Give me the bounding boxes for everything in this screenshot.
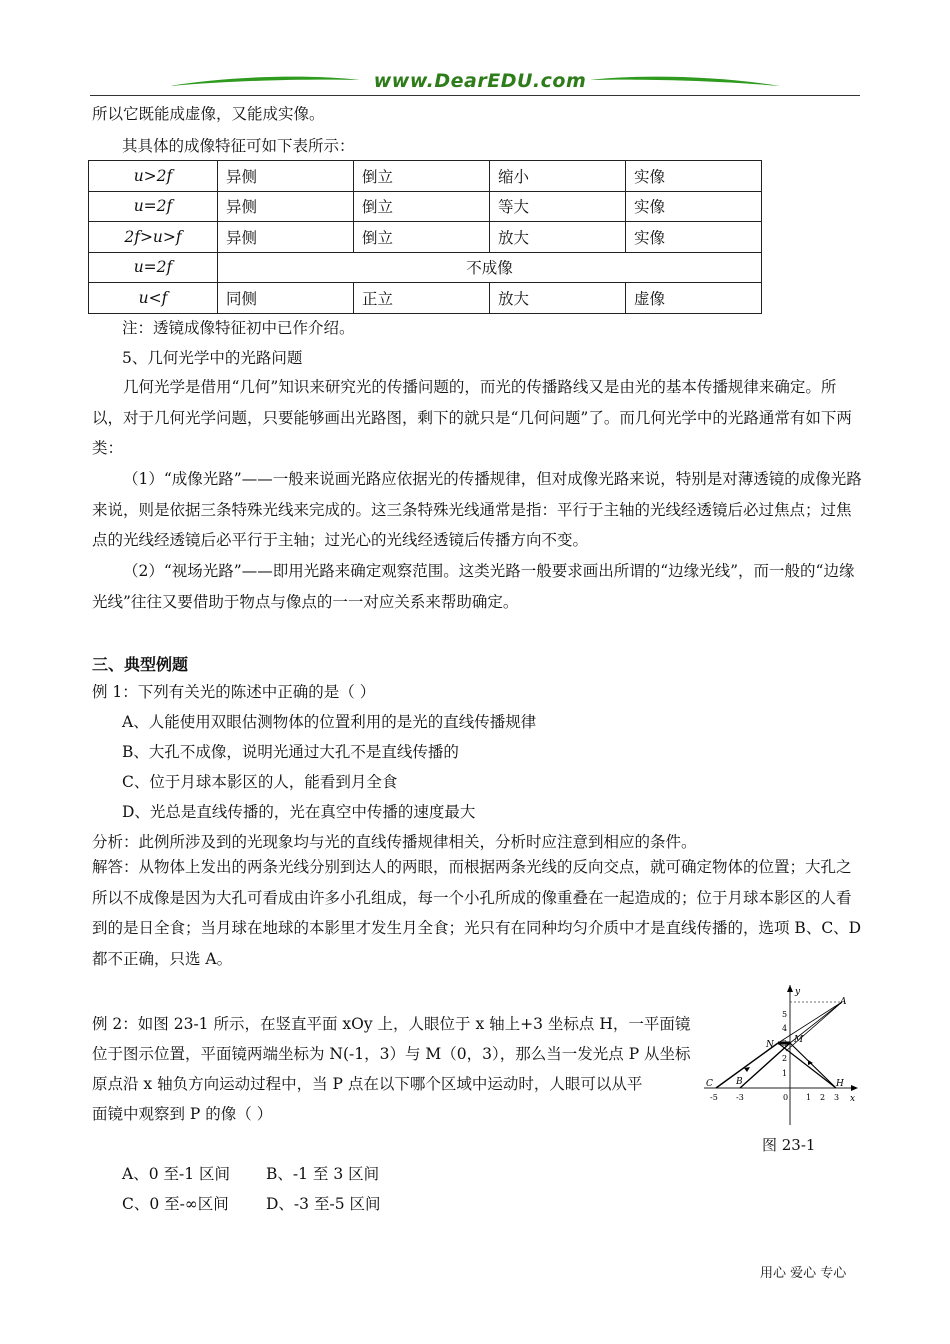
- label-x: x: [850, 1094, 856, 1104]
- table-cell: 倒立: [354, 161, 490, 192]
- right-swoosh-icon: [590, 74, 780, 88]
- tick-x: 2: [820, 1093, 826, 1102]
- tick-y: 2: [782, 1054, 788, 1063]
- label-y: y: [795, 987, 801, 997]
- table-note: 注：透镜成像特征初中已作介绍。: [122, 319, 355, 337]
- label-c: C: [706, 1079, 713, 1089]
- ray-n-a: [778, 1002, 842, 1043]
- table-cell: 实像: [626, 222, 762, 253]
- ray-n-h: [778, 1043, 836, 1088]
- table-cell: 正立: [354, 283, 490, 314]
- table-cell: 2f>u>f: [89, 222, 218, 253]
- tick-x: -5: [710, 1093, 718, 1102]
- table-row: [89, 222, 762, 253]
- label-origin: 0: [783, 1093, 789, 1102]
- example1-option-c: C、位于月球本影区的人，能看到月全食: [122, 773, 398, 791]
- section3-title: 三、典型例题: [92, 655, 189, 674]
- example1-analysis: 分析：此例所涉及到的光现象均与光的直线传播规律相关，分析时应注意到相应的条件。: [92, 833, 697, 851]
- label-h: H: [836, 1079, 844, 1089]
- table-cell: 异侧: [218, 191, 354, 222]
- table-cell: u=2f: [89, 191, 218, 222]
- tick-y: 3: [782, 1039, 788, 1048]
- label-b: B: [736, 1077, 743, 1087]
- table-row: [89, 283, 762, 314]
- table-cell: 放大: [490, 283, 626, 314]
- page-footer: 用心 爱心 专心: [760, 1266, 847, 1281]
- table-row: [89, 191, 762, 222]
- label-a: A: [840, 997, 847, 1007]
- table-cell: u=2f: [89, 252, 218, 283]
- table-cell: 异侧: [218, 222, 354, 253]
- table-cell: 实像: [626, 191, 762, 222]
- section5-para-3: （2）“视场光路”——即用光路来确定观察范围。这类光路一般要求画出所谓的“边缘光线”，而一般的“边缘光线”往往又要借助于物点与像点的一一对应关系来帮助确定。: [92, 562, 855, 611]
- figure-caption: 图 23-1: [762, 1136, 816, 1154]
- table-cell: 异侧: [218, 161, 354, 192]
- y-arrow-icon: [787, 985, 793, 992]
- tick-y: 5: [782, 1010, 788, 1019]
- tick-x: 1: [806, 1093, 812, 1102]
- example2-line-4: 面镜中观察到 P 的像（ ）: [92, 1105, 273, 1123]
- intro-line-1: 所以它既能成虚像，又能成实像。: [92, 105, 325, 123]
- table-cell: 倒立: [354, 222, 490, 253]
- table-cell: 同侧: [218, 283, 354, 314]
- example1-answer: 解答：从物体上发出的两条光线分别到达人的两眼，而根据两条光线的反向交点，就可确定物体的位置；大孔之所以不成像是因为大孔可看成由许多小孔组成，每一个小孔所成的像重叠在一起造成的；位于月球本影区的人看到的是日全食；当月球在地球的本影里才发生月全食；光只有在同种均匀介质中才是直线传播的，选项 B、C、D 都不正确，只选 A。: [92, 858, 862, 968]
- imaging-table: [88, 160, 762, 314]
- example2-option-d: D、-3 至-5 区间: [266, 1195, 381, 1213]
- example1-option-b: B、大孔不成像，说明光通过大孔不是直线传播的: [122, 743, 459, 761]
- page-header: [90, 68, 860, 98]
- label-n: N: [766, 1040, 774, 1050]
- figure-23-1: [700, 985, 860, 1135]
- table-row: [89, 252, 762, 283]
- table-cell: 虚像: [626, 283, 762, 314]
- tick-x: 3: [834, 1093, 840, 1102]
- tick-x: -3: [736, 1093, 744, 1102]
- table-cell: 实像: [626, 161, 762, 192]
- section5-para-1: 几何光学是借用“几何”知识来研究光的传播问题的，而光的传播路线又是由光的基本传播规律来确定。所以，对于几何光学问题，只要能够画出光路图，剩下的就只是“几何问题”了。而几何光学中的光路通常有如下两类：: [92, 378, 852, 457]
- x-arrow-icon: [851, 1085, 858, 1091]
- table-cell: u>2f: [89, 161, 218, 192]
- table-cell: 缩小: [490, 161, 626, 192]
- tick-y: 4: [782, 1024, 788, 1033]
- example2-option-a: A、0 至-1 区间: [122, 1165, 231, 1183]
- table-cell: u<f: [89, 283, 218, 314]
- tick-y: 1: [782, 1069, 788, 1078]
- ray-m-h: [790, 1043, 836, 1088]
- table-row: [89, 161, 762, 192]
- section5-title: 5、几何光学中的光路问题: [122, 349, 303, 367]
- example2-line-2: 位于图示位置，平面镜两端坐标为 N(-1，3）与 M（0，3），那么当一发光点 P 从坐标: [92, 1045, 691, 1063]
- table-cell: 等大: [490, 191, 626, 222]
- intro-line-2: 其具体的成像特征可如下表所示：: [122, 137, 355, 155]
- example1-option-a: A、人能使用双眼估测物体的位置利用的是光的直线传播规律: [122, 713, 537, 731]
- example2-line-1: 例 2：如图 23-1 所示，在竖直平面 xOy 上，人眼位于 x 轴上+3 坐标点 H，一平面镜: [92, 1015, 691, 1033]
- site-logo-text: www.DearEDU.com: [373, 70, 587, 92]
- example1-question: 例 1：下列有关光的陈述中正确的是（ ）: [92, 683, 376, 701]
- example2-option-c: C、0 至-∞区间: [122, 1195, 229, 1213]
- table-cell: 放大: [490, 222, 626, 253]
- example2-option-b: B、-1 至 3 区间: [266, 1165, 380, 1183]
- label-m: M: [794, 1035, 804, 1045]
- example2-line-3: 原点沿 x 轴负方向运动过程中，当 P 点在以下哪个区域中运动时，人眼可以从平: [92, 1075, 643, 1093]
- left-swoosh-icon: [170, 74, 360, 88]
- table-cell-merged: 不成像: [218, 252, 762, 283]
- section5-para-2: （1）“成像光路”——一般来说画光路应依据光的传播规律，但对成像光路来说，特别是对薄透镜的成像光路来说，则是依据三条特殊光线来完成的。这三条特殊光线通常是指：平行于主轴的光线经透镜后必过焦点；过焦点的光线经透镜后必平行于主轴；过光心的光线经透镜后传播方向不变。: [92, 470, 862, 549]
- table-cell: 倒立: [354, 191, 490, 222]
- example1-option-d: D、光总是直线传播的，光在真空中传播的速度最大: [122, 803, 476, 821]
- header-rule: [90, 95, 860, 96]
